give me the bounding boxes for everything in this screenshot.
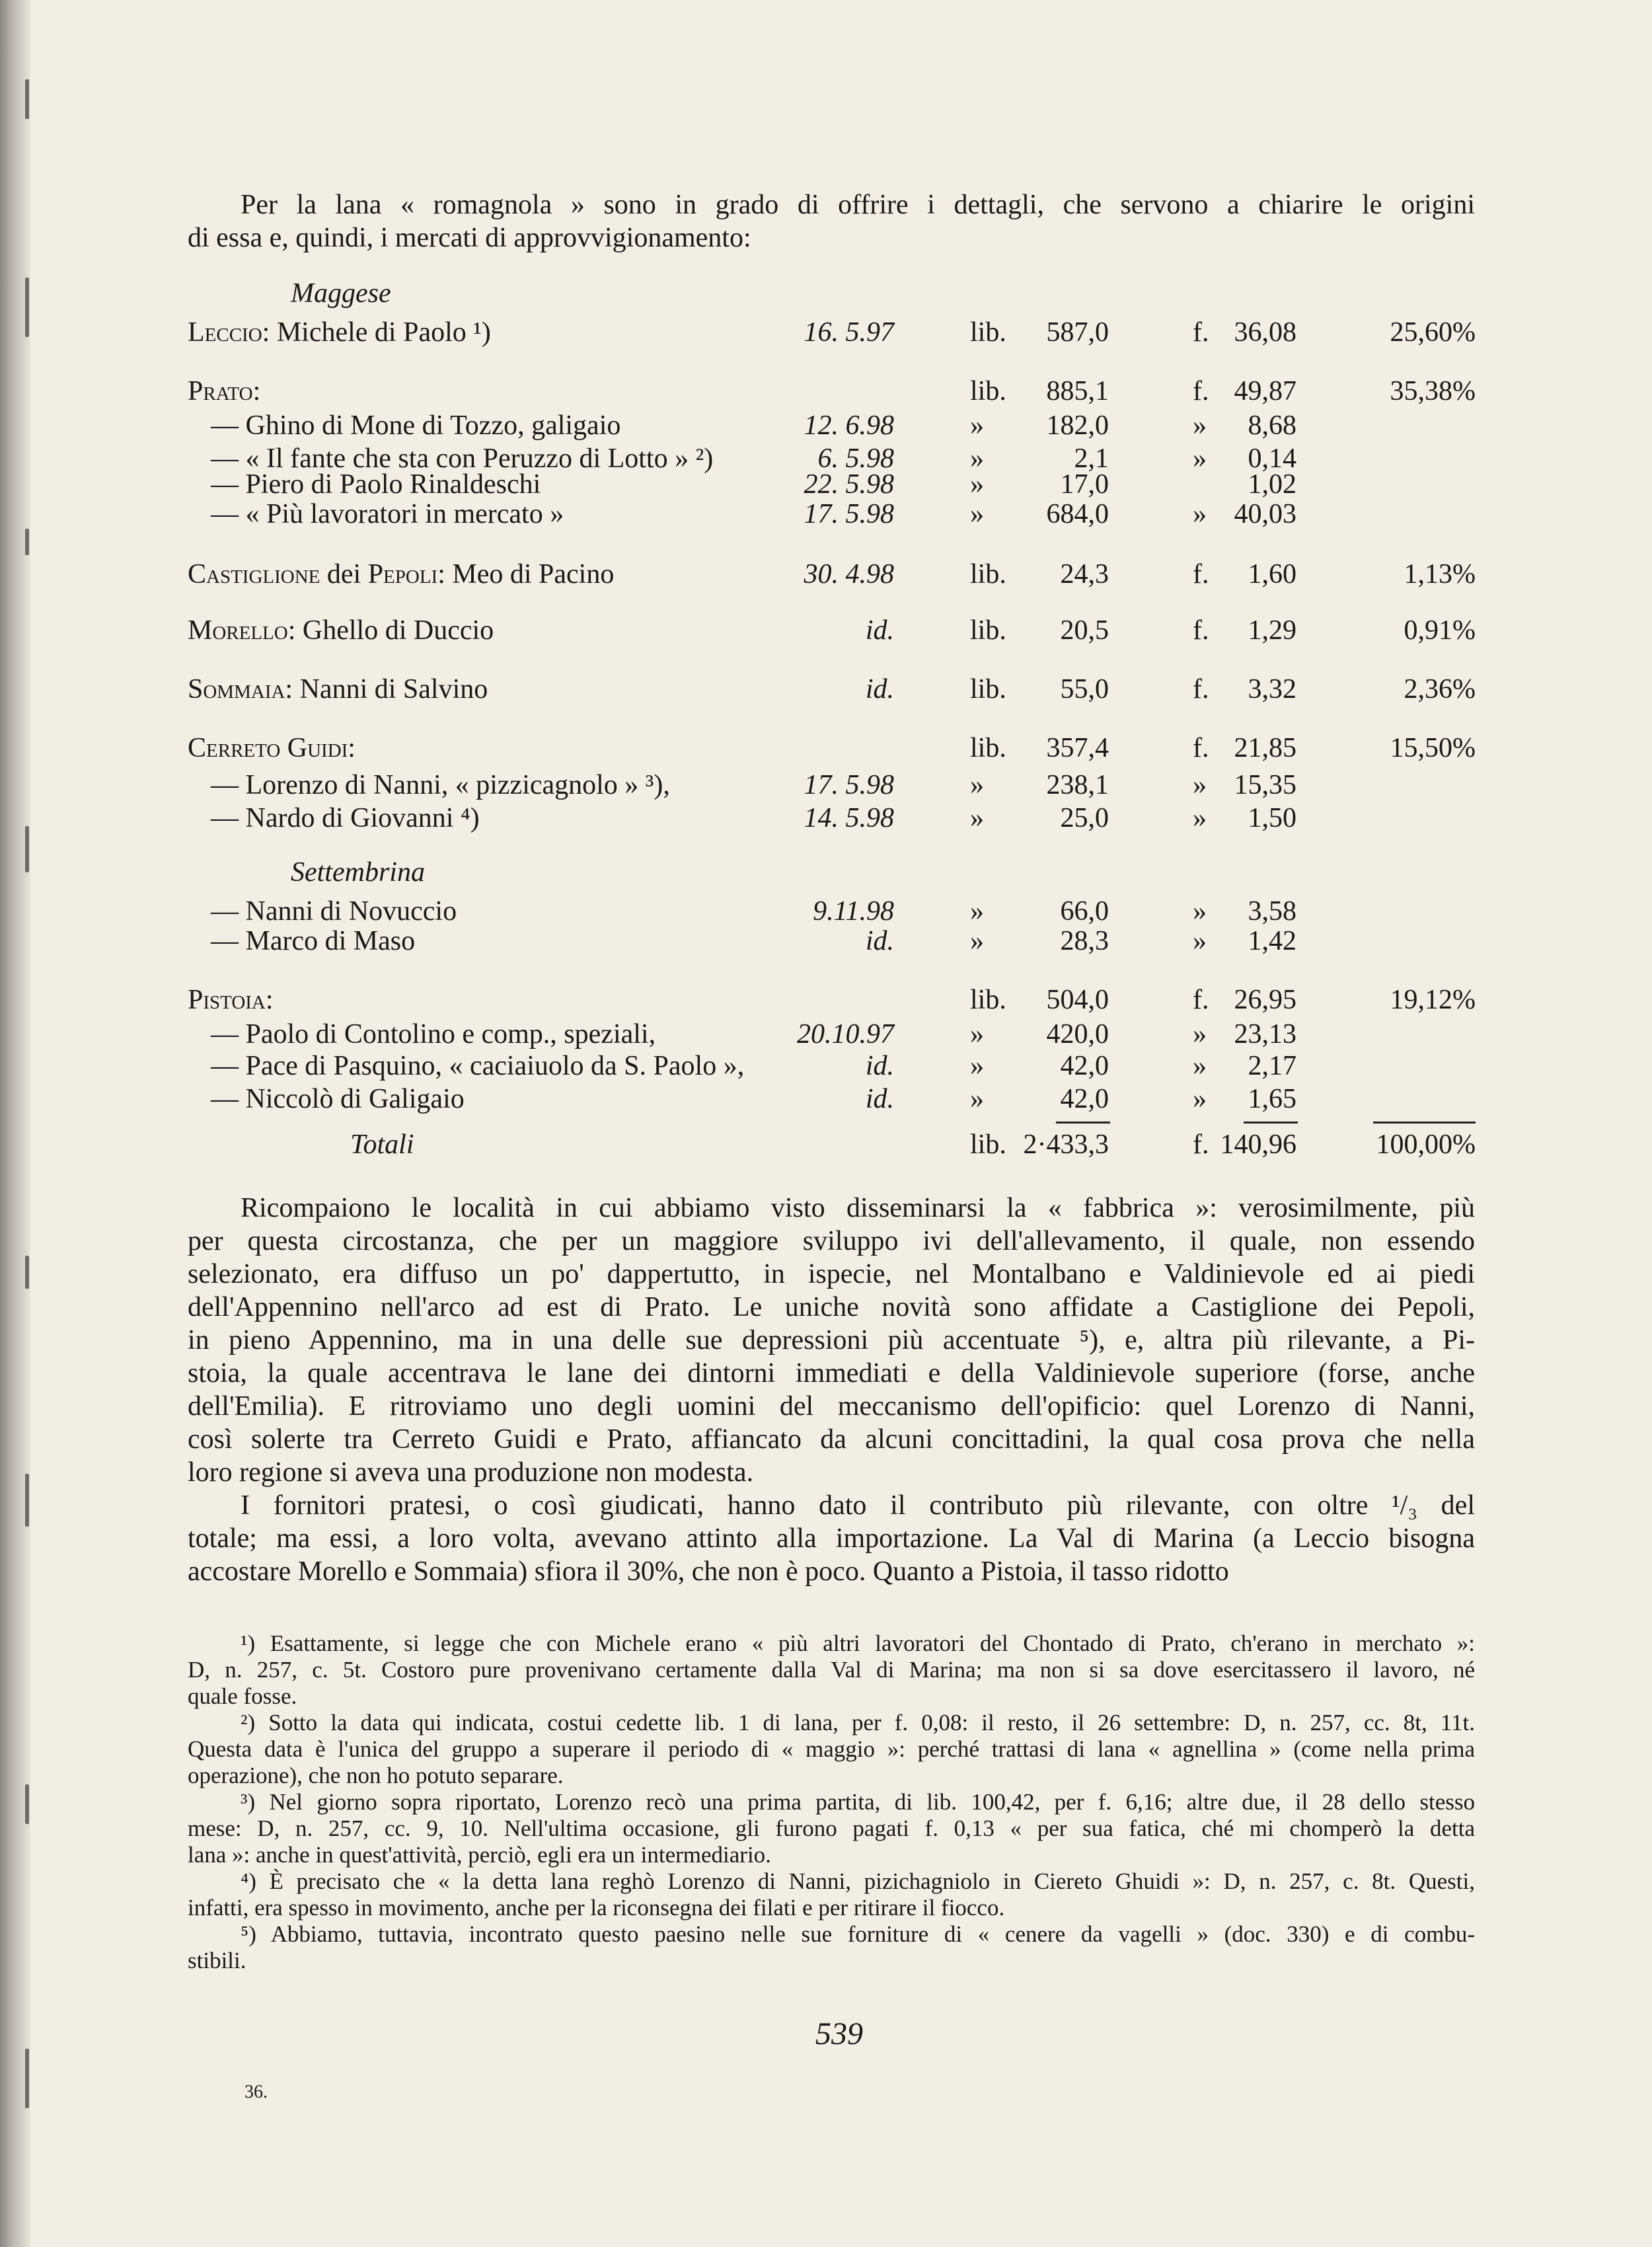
unit-fiorini: f.	[1193, 376, 1209, 406]
florin-amount: 2,17	[1248, 1051, 1296, 1081]
date: id.	[865, 1084, 894, 1114]
unit-libbre: »	[970, 770, 984, 800]
supplier-name	[211, 409, 620, 442]
name-text: — Piero di Paolo Rinaldeschi	[211, 469, 541, 500]
paragraph	[188, 1489, 1475, 1588]
footnote-line: D, n. 257, c. 5t. Costoro pure provenivano certamente dalla Val di Marina; ma non si sa dove esercitassero il lavoro, né	[188, 1657, 1475, 1683]
name-text: — Paolo di Contolino e comp., speziali,	[211, 1019, 656, 1049]
florin-amount: 21,85	[1234, 733, 1296, 763]
unit-fiorini: »	[1193, 926, 1207, 956]
supplier-name	[188, 558, 614, 591]
florin-amount: 0,14	[1248, 443, 1296, 474]
unit-libbre: »	[970, 803, 984, 833]
name-text: — Nanni di Novuccio	[211, 896, 457, 927]
percentage: 100,00%	[1376, 1129, 1476, 1160]
sum-rule-percent	[1373, 1122, 1476, 1124]
footnote	[188, 1921, 1475, 1974]
place-name: Leccio	[188, 317, 262, 348]
name-text: : Meo di Pacino	[437, 559, 615, 590]
footnote-line: ³) Nel giorno sopra riportato, Lorenzo recò una prima partita, di lib. 100,42, per f. 6,16; altre due, il 28 dello stesso	[241, 1789, 1475, 1815]
percentage: 25,60%	[1390, 317, 1476, 348]
table-row	[0, 673, 1652, 706]
percentage: 1,13%	[1404, 559, 1476, 590]
weight-amount: 238,1	[1046, 770, 1109, 800]
supplier-name	[211, 769, 670, 802]
name-text: dei	[320, 559, 368, 590]
name-text: : Michele di Paolo ¹)	[262, 317, 491, 348]
weight-amount: 2,1	[1074, 443, 1109, 474]
unit-fiorini: »	[1193, 896, 1207, 927]
footnote	[188, 1868, 1475, 1921]
unit-fiorini: »	[1193, 410, 1207, 441]
unit-fiorini: f.	[1193, 317, 1209, 348]
supplier-name	[188, 673, 488, 706]
weight-amount: 2·433,3	[1023, 1129, 1109, 1160]
name-text: — Ghino di Mone di Tozzo, galigaio	[211, 410, 621, 441]
footnote-line: Questa data è l'unica del gruppo a superare il periodo di « maggio »: perché trattasi di lana « agnellina » (come nella prima	[188, 1736, 1475, 1762]
paragraph	[188, 1192, 1475, 1489]
supplier-name	[188, 732, 356, 765]
place-name: Pepoli	[367, 559, 438, 590]
unit-libbre: »	[970, 443, 984, 474]
table-row	[0, 614, 1652, 647]
paragraph-line: Ricompaiono le località in cui abbiamo visto disseminarsi la « fabbrica »: verosimilmente, più	[241, 1193, 1475, 1223]
name-text: — Lorenzo di Nanni, « pizzicagnolo » ³),	[211, 770, 670, 800]
florin-amount: 40,03	[1234, 499, 1296, 529]
unit-libbre: lib.	[970, 1129, 1006, 1160]
place-name: Morello	[188, 615, 288, 646]
supplier-name	[188, 316, 491, 349]
unit-fiorini: »	[1193, 443, 1207, 474]
supplier-name	[211, 1083, 465, 1116]
supplier-name	[211, 498, 564, 531]
unit-libbre: lib.	[970, 733, 1006, 763]
weight-amount: 42,0	[1060, 1084, 1109, 1114]
supplier-name	[188, 983, 274, 1016]
sum-rule-florins	[1244, 1122, 1298, 1124]
table-row	[0, 983, 1652, 1016]
unit-fiorini: »	[1193, 1051, 1207, 1081]
footnote	[188, 1630, 1475, 1710]
footnote-line: ⁵) Abbiamo, tuttavia, incontrato questo paesino nelle sue forniture di « cenere da vagelli » (doc. 330) e di combu-	[241, 1921, 1475, 1947]
unit-libbre: lib.	[970, 615, 1006, 646]
place-name: Pistoia	[188, 985, 266, 1015]
unit-fiorini: »	[1193, 1019, 1207, 1049]
florin-amount: 140,96	[1220, 1129, 1296, 1160]
weight-amount: 587,0	[1046, 317, 1109, 348]
paragraph-line: in pieno Appennino, ma in una delle sue depressioni più accentuate ⁵), e, altra più rilevante, a Pi-	[188, 1325, 1475, 1355]
table-row	[0, 409, 1652, 442]
supplier-name	[211, 1049, 744, 1083]
paragraph-line: loro regione si aveva una produzione non modesta.	[188, 1457, 754, 1488]
table-row	[0, 769, 1652, 802]
unit-fiorini: »	[1193, 803, 1207, 833]
percentage: 35,38%	[1390, 376, 1476, 406]
weight-amount: 357,4	[1046, 733, 1109, 763]
name-text: : Nanni di Salvino	[285, 674, 488, 705]
footnote-line: quale fosse.	[188, 1683, 297, 1709]
date: 22. 5.98	[804, 469, 894, 500]
date: 6. 5.98	[817, 443, 894, 474]
section-heading	[0, 856, 1652, 889]
unit-libbre: »	[970, 1019, 984, 1049]
name-text: :	[265, 985, 274, 1015]
footnote-line: lana »: anche in quest'attività, perciò, egli era un intermediario.	[188, 1842, 771, 1868]
totals-row	[0, 1128, 1652, 1161]
unit-libbre: »	[970, 926, 984, 956]
florin-amount: 3,32	[1248, 674, 1296, 705]
weight-amount: 42,0	[1060, 1051, 1109, 1081]
date: id.	[865, 615, 894, 646]
weight-amount: 66,0	[1060, 896, 1109, 927]
section-heading	[0, 277, 1652, 310]
florin-amount: 36,08	[1234, 317, 1296, 348]
unit-fiorini: f.	[1193, 615, 1209, 646]
weight-amount: 684,0	[1046, 499, 1109, 529]
name-text: — Niccolò di Galigaio	[211, 1084, 465, 1114]
table-row	[0, 1083, 1652, 1116]
page-number: 539	[815, 2016, 863, 2051]
footnote-line: ²) Sotto la data qui indicata, costui cedette lib. 1 di lana, per f. 0,08: il resto, il 26 settembre: D, n. 257, cc. 8t, 11t.	[241, 1710, 1475, 1735]
percentage: 19,12%	[1390, 985, 1476, 1015]
body-text	[188, 1192, 1475, 1588]
name-text: — Marco di Maso	[211, 926, 416, 956]
unit-libbre: »	[970, 410, 984, 441]
name-text: — « Il fante che sta con Peruzzo di Lotto » ²)	[211, 443, 714, 474]
paragraph-line: dell'Appennino nell'arco ad est di Prato. Le uniche novità sono affidate a Castiglione dei Pepoli,	[188, 1292, 1475, 1322]
footnote-line: operazione), che non ho potuto separare.	[188, 1763, 564, 1788]
table-row	[0, 802, 1652, 835]
unit-fiorini: »	[1193, 499, 1207, 529]
paragraph-line: così solerte tra Cerreto Guidi e Prato, affiancato da alcuni concittadini, la qual cosa prova che nella	[188, 1424, 1475, 1455]
unit-fiorini: f.	[1193, 1129, 1209, 1160]
supplier-name	[188, 375, 260, 408]
table-row	[0, 895, 1652, 928]
paragraph-line: accostare Morello e Sommaia) sfiora il 30%, che non è poco. Quanto a Pistoia, il tasso ridotto	[188, 1556, 1229, 1587]
footnote-line: ⁴) È precisato che « la detta lana reghò Lorenzo di Nanni, pizichagniolo in Ciereto Ghuidi »: D, n. 257, c. 8t. Questi,	[241, 1868, 1475, 1894]
footnote-line: infatti, era spesso in movimento, anche per la riconsegna dei filati e per ritirare il fiocco.	[188, 1895, 1005, 1921]
unit-libbre: »	[970, 499, 984, 529]
unit-fiorini: f.	[1193, 985, 1209, 1015]
footnote	[188, 1710, 1475, 1789]
table-row	[0, 732, 1652, 765]
florin-amount: 1,42	[1248, 926, 1296, 956]
table-row	[0, 316, 1652, 349]
name-text: :	[348, 733, 356, 763]
place-name: Sommaia	[188, 674, 285, 705]
unit-libbre: lib.	[970, 317, 1006, 348]
date: 14. 5.98	[804, 803, 894, 833]
date: 17. 5.98	[804, 499, 894, 529]
table-row	[0, 498, 1652, 531]
name-text: — Pace di Pasquino, « caciaiuolo da S. Paolo »,	[211, 1051, 745, 1081]
name-text: : Ghello di Duccio	[287, 615, 494, 646]
weight-amount: 25,0	[1060, 803, 1109, 833]
unit-libbre: »	[970, 469, 984, 500]
sum-rule-amount	[1056, 1122, 1110, 1124]
unit-fiorini: »	[1193, 1084, 1207, 1114]
supplier-name	[211, 468, 541, 501]
unit-libbre: lib.	[970, 985, 1006, 1015]
supplier-name	[211, 895, 457, 928]
weight-amount: 20,5	[1060, 615, 1109, 646]
intro-line: di essa e, quindi, i mercati di approvvigionamento:	[188, 223, 751, 253]
date: 9.11.98	[813, 896, 894, 927]
footnote-line: mese: D, n. 257, cc. 9, 10. Nell'ultima occasione, gli furono pagati f. 0,13 « per sua fatica, ché mi chomperò la detta	[188, 1815, 1475, 1841]
weight-amount: 24,3	[1060, 559, 1109, 590]
florin-amount: 26,95	[1234, 985, 1296, 1015]
florin-amount: 1,65	[1248, 1084, 1296, 1114]
supplier-name	[211, 802, 480, 835]
unit-libbre: lib.	[970, 376, 1006, 406]
paragraph-line: totale; ma essi, a loro volta, avevano attinto alla importazione. La Val di Marina (a Leccio bisogna	[188, 1523, 1475, 1554]
intro-line: Per la lana « romagnola » sono in grado di offrire i dettagli, che servono a chiarire le origini	[241, 190, 1475, 220]
intro-paragraph	[188, 188, 1475, 254]
unit-libbre: »	[970, 1051, 984, 1081]
paragraph-line: per questa circostanza, che per un maggiore sviluppo ivi dell'allevamento, il quale, non essendo	[188, 1226, 1475, 1256]
supplier-name	[188, 614, 494, 647]
unit-fiorini: f.	[1193, 733, 1209, 763]
footnote-line: stibili.	[188, 1948, 246, 1973]
percentage: 0,91%	[1404, 615, 1476, 646]
florin-amount: 3,58	[1248, 896, 1296, 927]
percentage: 15,50%	[1390, 733, 1476, 763]
table-row	[0, 925, 1652, 958]
table-row	[0, 558, 1652, 591]
unit-libbre: »	[970, 896, 984, 927]
table-row	[0, 375, 1652, 408]
footnote	[188, 1789, 1475, 1868]
footnote-line: ¹) Esattamente, si legge che con Michele erano « più altri lavoratori del Chontado di Prato, ch'erano in merchato »:	[241, 1630, 1475, 1656]
unit-libbre: »	[970, 1084, 984, 1114]
florin-amount: 1,60	[1248, 559, 1296, 590]
percentage: 2,36%	[1404, 674, 1476, 705]
name-text: — « Più lavoratori in mercato »	[211, 499, 564, 529]
table-row	[0, 1049, 1652, 1083]
unit-libbre: lib.	[970, 559, 1006, 590]
date: 12. 6.98	[804, 410, 894, 441]
unit-fiorini: f.	[1193, 674, 1209, 705]
weight-amount: 28,3	[1060, 926, 1109, 956]
footnotes	[188, 1630, 1475, 1974]
weight-amount: 420,0	[1046, 1019, 1109, 1049]
name-text: — Nardo di Giovanni ⁴)	[211, 803, 480, 833]
florin-amount: 1,50	[1248, 803, 1296, 833]
date: id.	[865, 1051, 894, 1081]
place-name: Cerreto Guidi	[188, 733, 348, 763]
weight-amount: 55,0	[1060, 674, 1109, 705]
florin-amount: 49,87	[1234, 376, 1296, 406]
date: 17. 5.98	[804, 770, 894, 800]
florin-amount: 23,13	[1234, 1019, 1296, 1049]
florin-amount: 1,29	[1248, 615, 1296, 646]
paragraph-line: dell'Emilia). E ritroviamo uno degli uomini del meccanismo dell'opificio: quel Lorenzo di Nanni,	[188, 1391, 1475, 1422]
weight-amount: 885,1	[1046, 376, 1109, 406]
florin-amount: 8,68	[1248, 410, 1296, 441]
totals-label: Totali	[350, 1129, 414, 1160]
signature-mark: 36.	[244, 2082, 268, 2102]
paragraph-line: I fornitori pratesi, o così giudicati, hanno dato il contributo più rilevante, con oltre ¹/₃ del	[241, 1490, 1475, 1521]
date: id.	[865, 926, 894, 956]
table-row	[0, 468, 1652, 501]
date: 20.10.97	[797, 1019, 894, 1049]
section-label: Maggese	[291, 278, 391, 309]
place-name: Castiglione	[188, 559, 320, 590]
weight-amount: 17,0	[1060, 469, 1109, 500]
date: 30. 4.98	[804, 559, 894, 590]
name-text: :	[252, 376, 261, 406]
paragraph-line: selezionato, era diffuso un po' dappertutto, in ispecie, nel Montalbano e Valdinievole ed ai piedi	[188, 1259, 1475, 1289]
date: id.	[865, 674, 894, 705]
supplier-name	[211, 1018, 656, 1051]
place-name: Prato	[188, 376, 253, 406]
supplier-name	[211, 925, 415, 958]
florin-amount: 15,35	[1234, 770, 1296, 800]
florin-amount: 1,02	[1248, 469, 1296, 500]
unit-libbre: lib.	[970, 674, 1006, 705]
unit-fiorini: f.	[1193, 559, 1209, 590]
section-label: Settembrina	[291, 857, 425, 888]
paragraph-line: stoia, la quale accentrava le lane dei dintorni immediati e della Valdinievole superiore (forse, anche	[188, 1358, 1475, 1389]
date: 16. 5.97	[804, 317, 894, 348]
weight-amount: 182,0	[1046, 410, 1109, 441]
table-row	[0, 1018, 1652, 1051]
unit-fiorini: »	[1193, 770, 1207, 800]
weight-amount: 504,0	[1046, 985, 1109, 1015]
